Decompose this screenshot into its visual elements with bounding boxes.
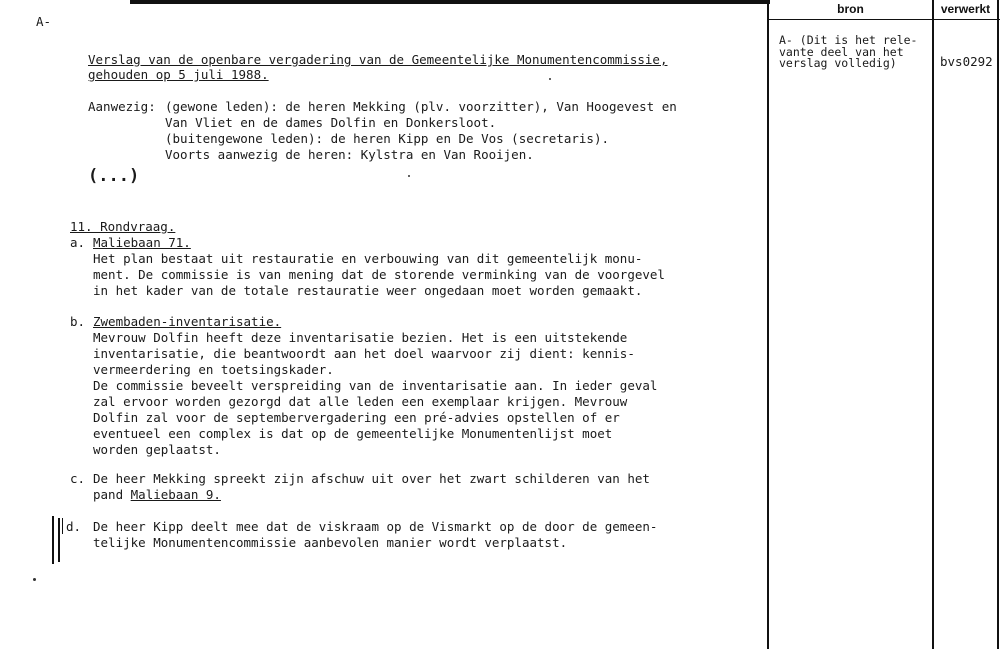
item-b-heading: Zwembaden-inventarisatie. [93, 314, 282, 329]
item-b-line-1: Mevrouw Dolfin heeft deze inventarisatie bezien. Het is een uitstekende [93, 330, 628, 345]
bron-note-line-3: verslag volledig) [779, 56, 897, 70]
item-b-line-8: worden geplaatst. [93, 442, 221, 457]
verwerkt-header: verwerkt [940, 2, 991, 16]
title-line-2: gehouden op 5 juli 1988. [88, 67, 269, 82]
page-marker: A- [36, 14, 52, 29]
speck-dot [408, 175, 410, 177]
item-b-line-7: eventueel een complex is dat op de gemeentelijke Monumentenlijst moet [93, 426, 613, 441]
attendance-line-2: Van Vliet en de dames Dolfin en Donkersloot. [165, 115, 497, 130]
attendance-label: Aanwezig: [88, 99, 156, 114]
item-b-line-4: De commissie beveelt verspreiding van de inventarisatie aan. In ieder geval [93, 378, 658, 393]
item-b-letter: b. [70, 314, 86, 329]
item-a-letter: a. [70, 235, 86, 250]
bron-note-line-2: vante deel van het [779, 45, 904, 59]
attendance-line-3: (buitengewone leden): de heren Kipp en De Vos (secretaris). [165, 131, 610, 146]
item-c-maliebaan-9: Maliebaan 9. [130, 487, 221, 502]
item-b-line-6: Dolfin zal voor de septembervergadering een pré-advies opstellen of er [93, 410, 620, 425]
middle-column-divider [932, 0, 934, 649]
section-title: 11. Rondvraag. [70, 219, 176, 234]
margin-bar-outer [52, 516, 54, 564]
left-column-divider [767, 0, 769, 649]
item-c-letter: c. [70, 471, 86, 486]
item-d-line-2: telijke Monumentencommissie aanbevolen manier wordt verplaatst. [93, 535, 568, 550]
item-b-line-5: zal ervoor worden gezorgd dat alle leden een exemplaar krijgen. Mevrouw [93, 394, 628, 409]
item-d-line-1: De heer Kipp deelt mee dat de viskraam op de Vismarkt op de door de gemeen- [93, 519, 658, 534]
item-b-line-3: vermeerdering en toetsingskader. [93, 362, 334, 377]
item-b-line-2: inventarisatie, die beantwoordt aan het doel waarvoor zij dient: kennis- [93, 346, 635, 361]
speck-dot [549, 78, 551, 80]
bron-header: bron [837, 2, 864, 16]
item-d-letter: d. [66, 519, 82, 534]
item-a-line-2: ment. De commissie is van mening dat de storende verminking van de voorgevel [93, 267, 665, 282]
margin-bar-tick [62, 518, 63, 534]
item-a-line-1: Het plan bestaat uit restauratie en verbouwing van dit gemeentelijk monu- [93, 251, 643, 266]
top-rule [130, 0, 770, 4]
title-line-1: Verslag van de openbare vergadering van de Gemeentelijke Monumentencommissie, [88, 52, 668, 67]
bron-note-line-1: A- (Dit is het rele- [779, 33, 918, 47]
ellipsis: (...) [88, 166, 140, 186]
item-a-heading: Maliebaan 71. [93, 235, 191, 250]
margin-bar-inner [58, 518, 60, 562]
item-c-line-2 [93, 487, 221, 503]
speck-dot [33, 578, 36, 581]
right-page-edge [997, 0, 999, 649]
attendance-line-1: (gewone leden): de heren Mekking (plv. voorzitter), Van Hoogevest en [165, 99, 677, 114]
item-c-line-1: De heer Mekking spreekt zijn afschuw uit over het zwart schilderen van het [93, 471, 650, 486]
header-rule [767, 19, 1000, 20]
attendance-line-4: Voorts aanwezig de heren: Kylstra en Van Rooijen. [165, 147, 534, 162]
verwerkt-code: bvs0292 [940, 54, 993, 69]
item-c-line-2-prefix: pand [93, 487, 131, 502]
item-a-line-3: in het kader van de totale restauratie weer ongedaan moet worden gemaakt. [93, 283, 643, 298]
